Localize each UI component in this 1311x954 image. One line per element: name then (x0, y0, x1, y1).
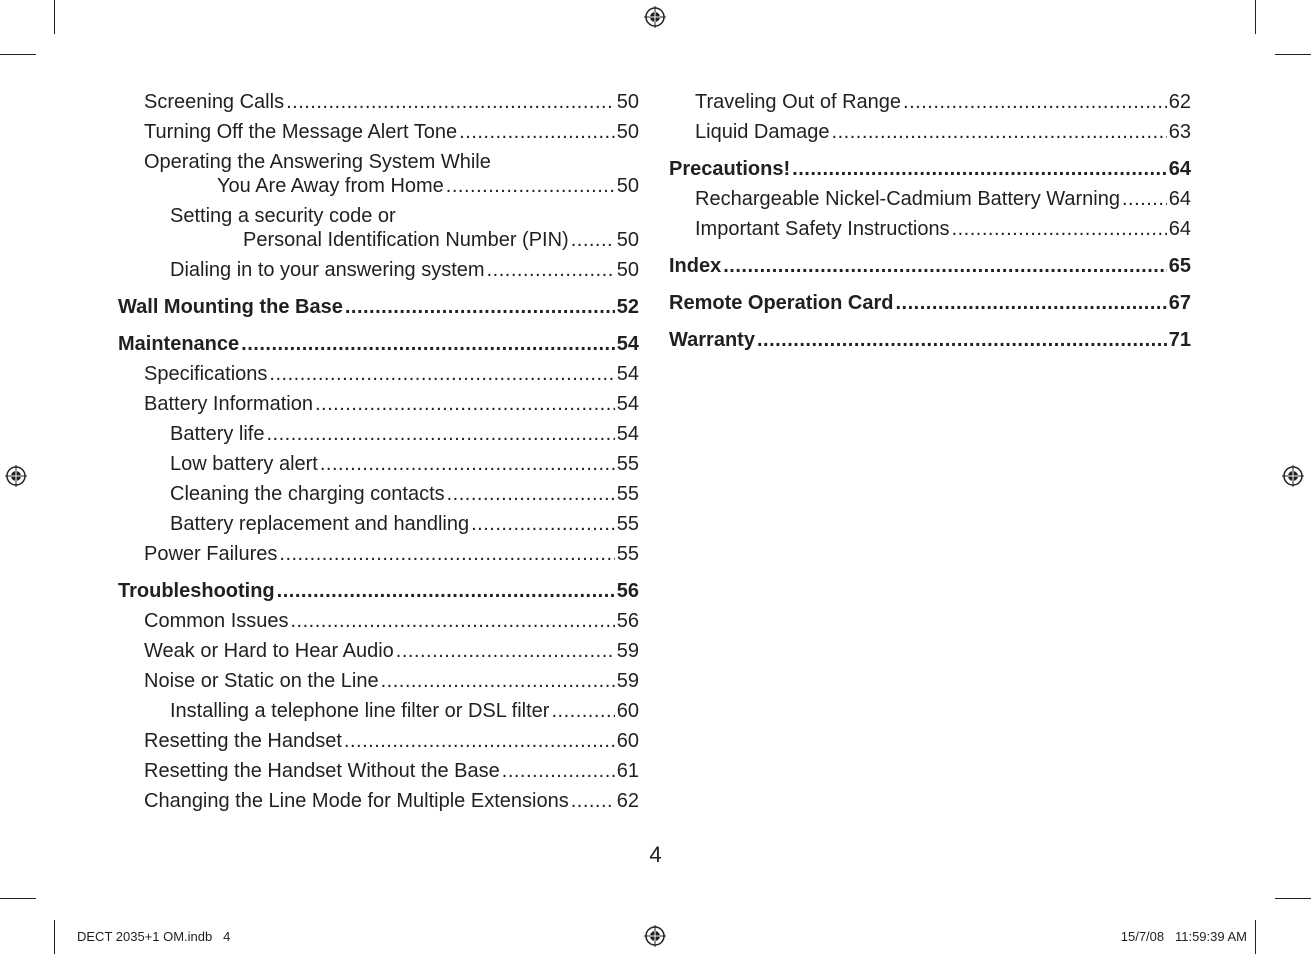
toc-entry-title: Precautions! (669, 158, 791, 180)
toc-page-number: 64 (1168, 218, 1191, 240)
toc-page-number: 61 (616, 760, 639, 782)
toc-entry-title: Resetting the Handset Without the Base (144, 760, 500, 782)
toc-entry (669, 90, 1191, 114)
toc-entry-title-cont: Personal Identification Number (PIN) (243, 229, 569, 251)
toc-page-number: 62 (616, 790, 639, 812)
crop-mark (1255, 920, 1256, 954)
toc-entry (118, 699, 639, 723)
toc-page-number: 67 (1168, 292, 1191, 314)
registration-mark-icon (644, 925, 666, 947)
crop-mark (0, 54, 36, 55)
toc-page-number: 54 (616, 333, 639, 355)
toc-entry-title: Cleaning the charging contacts (170, 483, 445, 505)
dot-leader (571, 789, 615, 813)
dot-leader (571, 228, 615, 252)
toc-entry-title: Battery life (170, 423, 265, 445)
toc-page-number: 63 (1168, 121, 1191, 143)
toc-column-right (669, 90, 1191, 352)
toc-entry (118, 542, 639, 566)
toc-entry (118, 392, 639, 416)
dot-leader (279, 542, 614, 566)
toc-entry (118, 512, 639, 536)
toc-entry (118, 759, 639, 783)
toc-entry-title: Operating the Answering System While (144, 151, 491, 173)
dot-leader (381, 669, 615, 693)
toc-entry-title: Changing the Line Mode for Multiple Extensions (144, 790, 569, 812)
dot-leader (832, 120, 1167, 144)
toc-entry (118, 609, 639, 633)
toc-page-number: 50 (616, 175, 639, 197)
toc-entry (118, 639, 639, 663)
toc-entry-title: Index (669, 255, 722, 277)
toc-entry (118, 90, 639, 114)
registration-mark-icon (1282, 465, 1304, 487)
dot-leader (1122, 187, 1167, 211)
toc-section (669, 157, 1191, 181)
toc-entry-title-cont: You Are Away from Home (217, 175, 444, 197)
toc-page-number: 55 (616, 513, 639, 535)
toc-page-number: 60 (616, 730, 639, 752)
toc-section (669, 328, 1191, 352)
toc-section (669, 254, 1191, 278)
toc-page-number: 60 (616, 700, 639, 722)
dot-leader (446, 174, 615, 198)
dot-leader (315, 392, 615, 416)
registration-mark-icon (5, 465, 27, 487)
slug-filename: DECT 2035+1 OM.indb 4 (77, 929, 231, 944)
dot-leader (792, 157, 1167, 181)
toc-entry-title: Weak or Hard to Hear Audio (144, 640, 394, 662)
toc-entry-title: Troubleshooting (118, 580, 275, 602)
toc-page-number: 50 (616, 229, 639, 251)
dot-leader (502, 759, 615, 783)
toc-page-number: 59 (616, 670, 639, 692)
toc-entry-title: Setting a security code or (170, 205, 396, 227)
toc-entry-title: Dialing in to your answering system (170, 259, 485, 281)
toc-entry (118, 729, 639, 753)
toc-entry-title: Traveling Out of Range (695, 91, 902, 113)
slug-datetime: 15/7/08 11:59:39 AM (1120, 929, 1247, 944)
toc-entry-continuation (170, 228, 639, 252)
toc-page-number: 59 (616, 640, 639, 662)
dot-leader (269, 362, 614, 386)
toc-page-number: 50 (616, 91, 639, 113)
dot-leader (487, 258, 615, 282)
toc-entry-title: Battery Information (144, 393, 313, 415)
toc-section (118, 332, 639, 356)
toc-entry-title: Maintenance (118, 333, 240, 355)
dot-leader (345, 295, 615, 319)
crop-mark (1255, 0, 1256, 34)
crop-mark (1275, 898, 1311, 899)
crop-mark (54, 920, 55, 954)
toc-page-number: 50 (616, 259, 639, 281)
toc-entry-title: Specifications (144, 363, 268, 385)
toc-entry-title: Battery replacement and handling (170, 513, 470, 535)
toc-entry (669, 187, 1191, 211)
toc-page-number: 65 (1168, 255, 1191, 277)
toc-page-number: 55 (616, 543, 639, 565)
toc-page-number: 55 (616, 483, 639, 505)
toc-section (118, 579, 639, 603)
toc-entry-title: Screening Calls (144, 91, 285, 113)
toc-entry-title: Remote Operation Card (669, 292, 894, 314)
toc-column-left (118, 90, 639, 813)
toc-entry-title: Turning Off the Message Alert Tone (144, 121, 458, 143)
dot-leader (551, 699, 614, 723)
crop-mark (1275, 54, 1311, 55)
toc-entry (118, 452, 639, 476)
toc-entry (118, 362, 639, 386)
dot-leader (952, 217, 1167, 241)
toc-section (669, 291, 1191, 315)
registration-mark-icon (644, 6, 666, 28)
toc-page-number: 62 (1168, 91, 1191, 113)
toc-page-number: 55 (616, 453, 639, 475)
toc-entry (118, 482, 639, 506)
toc-entry (118, 204, 639, 252)
toc-entry-title: Noise or Static on the Line (144, 670, 379, 692)
toc-page-number: 71 (1168, 329, 1191, 351)
toc-entry (118, 669, 639, 693)
toc-entry (118, 258, 639, 282)
toc-page-number: 52 (616, 296, 639, 318)
toc-page-number: 64 (1168, 158, 1191, 180)
toc-entry-title: Installing a telephone line filter or DSL filter (170, 700, 550, 722)
toc-entry-title: Low battery alert (170, 453, 318, 475)
page-number: 4 (649, 842, 662, 867)
dot-leader (447, 482, 615, 506)
toc-page-number: 54 (616, 363, 639, 385)
dot-leader (277, 579, 615, 603)
toc-entry-title: Wall Mounting the Base (118, 296, 343, 318)
dot-leader (344, 729, 615, 753)
toc-entry (669, 217, 1191, 241)
dot-leader (895, 291, 1166, 315)
toc-page-number: 56 (616, 610, 639, 632)
toc-section (118, 295, 639, 319)
dot-leader (723, 254, 1167, 278)
toc-entry (118, 150, 639, 198)
toc-page-number: 54 (616, 393, 639, 415)
dot-leader (471, 512, 615, 536)
toc-entry-title: Resetting the Handset (144, 730, 342, 752)
dot-leader (241, 332, 615, 356)
dot-leader (903, 90, 1167, 114)
toc-entry-continuation (144, 174, 639, 198)
toc-entry-title: Warranty (669, 329, 755, 351)
toc-entry (118, 120, 639, 144)
dot-leader (286, 90, 615, 114)
toc-entry (669, 120, 1191, 144)
toc-entry-title: Important Safety Instructions (695, 218, 950, 240)
crop-mark (54, 0, 55, 34)
toc-page-number: 54 (616, 423, 639, 445)
dot-leader (266, 422, 614, 446)
toc-page-number: 56 (616, 580, 639, 602)
toc-page-number: 64 (1168, 188, 1191, 210)
toc-entry-title: Liquid Damage (695, 121, 830, 143)
toc-entry (118, 422, 639, 446)
dot-leader (396, 639, 615, 663)
toc-entry-title: Rechargeable Nickel-Cadmium Battery Warning (695, 188, 1120, 210)
toc-entry-title: Common Issues (144, 610, 289, 632)
dot-leader (757, 328, 1167, 352)
dot-leader (459, 120, 615, 144)
crop-mark (0, 898, 36, 899)
toc-entry (118, 789, 639, 813)
dot-leader (320, 452, 615, 476)
toc-entry-title: Power Failures (144, 543, 278, 565)
toc-page-number: 50 (616, 121, 639, 143)
dot-leader (291, 609, 615, 633)
